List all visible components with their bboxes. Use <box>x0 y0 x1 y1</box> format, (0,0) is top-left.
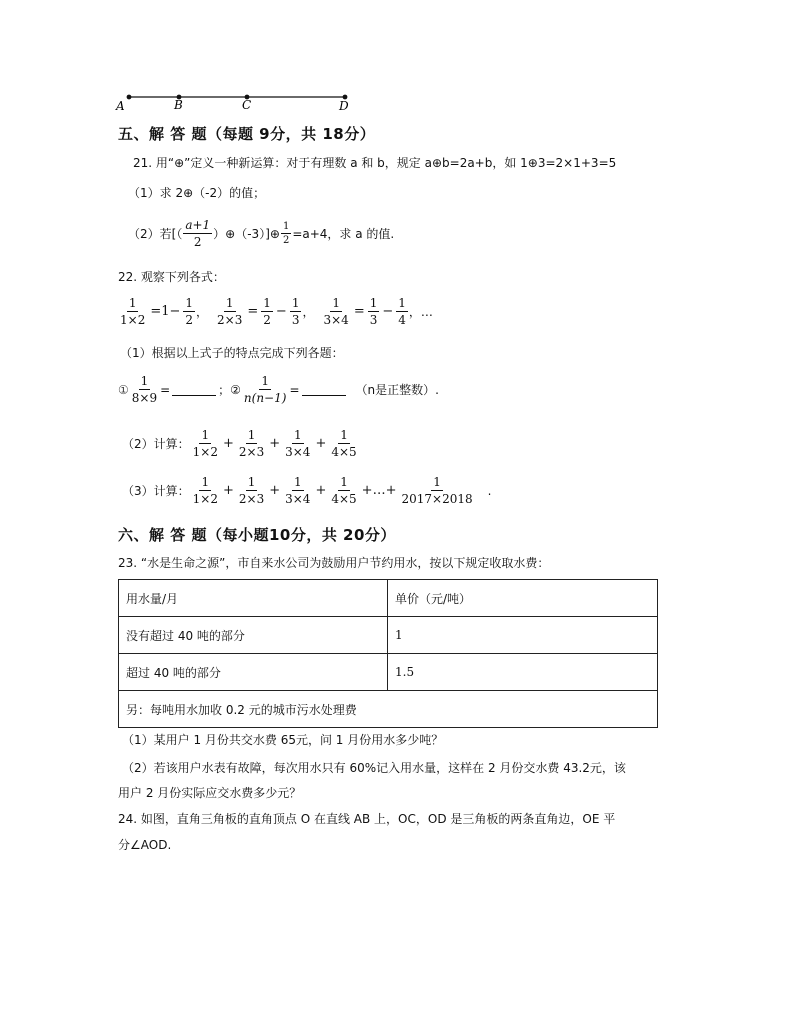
q22-ex1-r2 <box>183 296 195 327</box>
circled-1: ① <box>118 382 129 397</box>
q21-p2-prefix: （2）若[（ <box>128 226 183 241</box>
q22-p1b-note: （n是正整数）. <box>355 382 439 397</box>
q22-p2-term-2: $\frac{1}{2\times 3}$ <box>238 428 265 459</box>
fraction-denominator: 2 <box>263 313 271 327</box>
q22-ex2-r2 <box>290 296 302 327</box>
q22-p3-term-1: $\frac{1}{1\times 2}$ <box>192 475 218 506</box>
q21-part1: （1）求 2⊕（-2）的值； <box>128 186 266 200</box>
fraction-numerator: 1 <box>369 296 378 310</box>
table-cell: 没有超过 40 吨的部分 <box>119 617 388 654</box>
q23-intro: 23. “水是生命之源”，市自来水公司为鼓励用户节约用水，按以下规定收取水费： <box>118 556 550 570</box>
fraction-denominator: 3×4 <box>285 492 311 506</box>
q22-ex2-lhs <box>215 296 244 327</box>
fraction-denominator: 4 <box>398 313 406 327</box>
fraction-numerator: 1 <box>225 296 234 310</box>
q22-p1a-sep: ；② <box>218 382 241 397</box>
q21-intro: 21. 用“⊕”定义一种新运算：对于有理数 a 和 b，规定 a⊕b=2a+b，如 1⊕3=2×1+3=5 <box>133 156 617 170</box>
fraction-numerator: 1 <box>261 374 269 388</box>
q22-p1a-eq: = <box>160 382 171 397</box>
q22-p2-term-3: $\frac{1}{3\times 4}$ <box>285 428 311 459</box>
q23-part2-line1: （2）若该用户水表有故障，每次用水只有 60%记入用水量，这样在 2 月份交水费 43.2元，该 <box>122 761 626 775</box>
q21-p2-fraction <box>183 218 212 249</box>
table-cell: 超过 40 吨的部分 <box>119 654 388 691</box>
fraction-numerator: 1 <box>291 296 300 310</box>
label-b: B <box>174 98 183 112</box>
q22-p3-label: （3）计算： <box>122 483 190 498</box>
q22-part2: （2）计算： $\frac{1}{1\times 2}$ + $\frac{1}{2\times 3}$ + $\frac{1}{3\times 4}$ + $\frac{1}{4\times 5}$ <box>122 428 357 459</box>
fraction-denominator: 3 <box>369 313 378 327</box>
q22-ex2-minus: − <box>275 304 287 319</box>
table-note-row <box>119 691 658 728</box>
q23-part2-line2: 用户 2 月份实际应交水费多少元？ <box>118 786 302 800</box>
table-note: 另：每吨用水加收 0.2 元的城市污水处理费 <box>119 691 658 728</box>
fraction-denominator: 2 <box>193 235 202 249</box>
fraction-denominator: 1×2 <box>120 313 146 327</box>
fraction-numerator: a+1 <box>185 218 211 232</box>
fraction-denominator: 3×4 <box>285 445 311 459</box>
fraction-numerator: 1 <box>185 296 194 310</box>
fraction-denominator: 2 <box>282 235 290 246</box>
q22-p2-term-1: $\frac{1}{1\times 2}$ <box>192 428 218 459</box>
q22-ex3-eq: = <box>353 304 365 319</box>
table-header-usage: 用水量/月 <box>119 580 388 617</box>
q22-ex1-lhs <box>118 296 147 327</box>
q24-line1: 24. 如图，直角三角板的直角顶点 O 在直线 AB 上，OC，OD 是三角板的两条直角边，OE 平 <box>118 812 616 826</box>
fraction-denominator: 3×4 <box>323 313 349 327</box>
q22-p3-last-term: $\frac{1}{2017\times 2018}$ <box>401 475 473 506</box>
table-cell: 1.5 <box>388 654 658 691</box>
q22-ex3-minus: − <box>382 304 394 319</box>
q24-line2: 分∠AOD. <box>118 838 172 852</box>
q22-part1: （1）根据以上式子的特点完成下列各题： <box>120 346 344 360</box>
label-d: D <box>339 99 349 113</box>
q22-p1b-eq: = <box>289 382 300 397</box>
q22-p1a-fraction <box>130 374 159 405</box>
table-cell: 1 <box>388 617 658 654</box>
fraction-numerator: 1 <box>140 374 149 388</box>
fraction-denominator: 1×2 <box>192 492 218 506</box>
q22-p3-term-4: $\frac{1}{4\times 5}$ <box>331 475 357 506</box>
q22-examples <box>117 296 433 327</box>
table-header-row <box>119 580 658 617</box>
q22-p2-label: （2）计算： <box>122 436 190 451</box>
q21-part2 <box>128 218 394 249</box>
q22-p3-term-3: $\frac{1}{3\times 4}$ <box>285 475 311 506</box>
q23-part1: （1）某用户 1 月份共交水费 65元，问 1 月份用水多少吨？ <box>122 733 444 747</box>
section-5-heading: 五、解 答 题（每题 9分，共 18分） <box>118 125 376 143</box>
section-6-heading: 六、解 答 题（每小题10分，共 20分） <box>118 526 396 544</box>
q22-p3-term-2: $\frac{1}{2\times 3}$ <box>238 475 265 506</box>
fraction-numerator: 1 <box>282 221 290 232</box>
q22-ex3-r1 <box>368 296 380 327</box>
q22-ex3-lhs <box>321 296 350 327</box>
point-a <box>127 95 132 100</box>
fraction-denominator: 4×5 <box>331 492 357 506</box>
q22-ex3-r2 <box>396 296 408 327</box>
water-fee-table <box>118 579 658 728</box>
q22-p3-ellipsis: +…+ <box>361 482 397 498</box>
q22-part1-blanks <box>118 374 439 405</box>
q22-part3: （3）计算： $\frac{1}{1\times 2}$ + $\frac{1}{2\times 3}$ + $\frac{1}{3\times 4}$ + $\frac{1}{4\times 5}$ +…+ $\frac{1}{2017\times 2018}$ . <box>122 475 492 506</box>
fraction-numerator: 1 <box>398 296 406 310</box>
fraction-denominator: 1×2 <box>192 445 218 459</box>
q22-ex3-sep: ，… <box>408 304 433 319</box>
q22-ex1-sep: ， <box>196 304 209 319</box>
table-row <box>119 617 658 654</box>
fraction-denominator: 2×3 <box>217 313 243 327</box>
q22-ex1-eq: =1− <box>150 304 181 319</box>
q22-p3-end: . <box>487 483 492 498</box>
fraction-denominator: 3 <box>291 313 300 327</box>
q22-ex2-sep: ， <box>302 304 315 319</box>
table-row <box>119 654 658 691</box>
answer-blank-1[interactable] <box>172 383 216 396</box>
fraction-denominator: 2 <box>185 313 194 327</box>
fraction-denominator: 2×3 <box>238 492 265 506</box>
fraction-numerator: 1 <box>128 296 137 310</box>
q22-p2-term-4: $\frac{1}{4\times 5}$ <box>331 428 357 459</box>
fraction-denominator: 2017×2018 <box>401 492 473 506</box>
fraction-denominator: 4×5 <box>331 445 357 459</box>
q22-intro: 22. 观察下列各式： <box>118 270 225 284</box>
fraction-denominator: 2×3 <box>238 445 265 459</box>
fraction-numerator: 1 <box>332 296 340 310</box>
fraction-numerator: 1 <box>263 296 271 310</box>
table-header-price: 单价（元/吨） <box>388 580 658 617</box>
answer-blank-2[interactable] <box>302 383 346 396</box>
fraction-denominator: 8×9 <box>131 391 158 405</box>
segment-figure <box>112 88 362 114</box>
q22-p1b-fraction <box>242 374 289 405</box>
q21-p2-mid: ）⊕（-3）]⊕ <box>213 226 280 241</box>
q21-p2-fraction-half <box>281 221 291 246</box>
q21-p2-suffix: =a+4，求 a 的值. <box>292 226 395 241</box>
q22-ex2-eq: = <box>247 304 259 319</box>
fraction-denominator: n(n−1) <box>243 391 287 405</box>
label-a: A <box>116 99 125 113</box>
label-c: C <box>242 98 252 112</box>
q22-ex2-r1 <box>261 296 273 327</box>
